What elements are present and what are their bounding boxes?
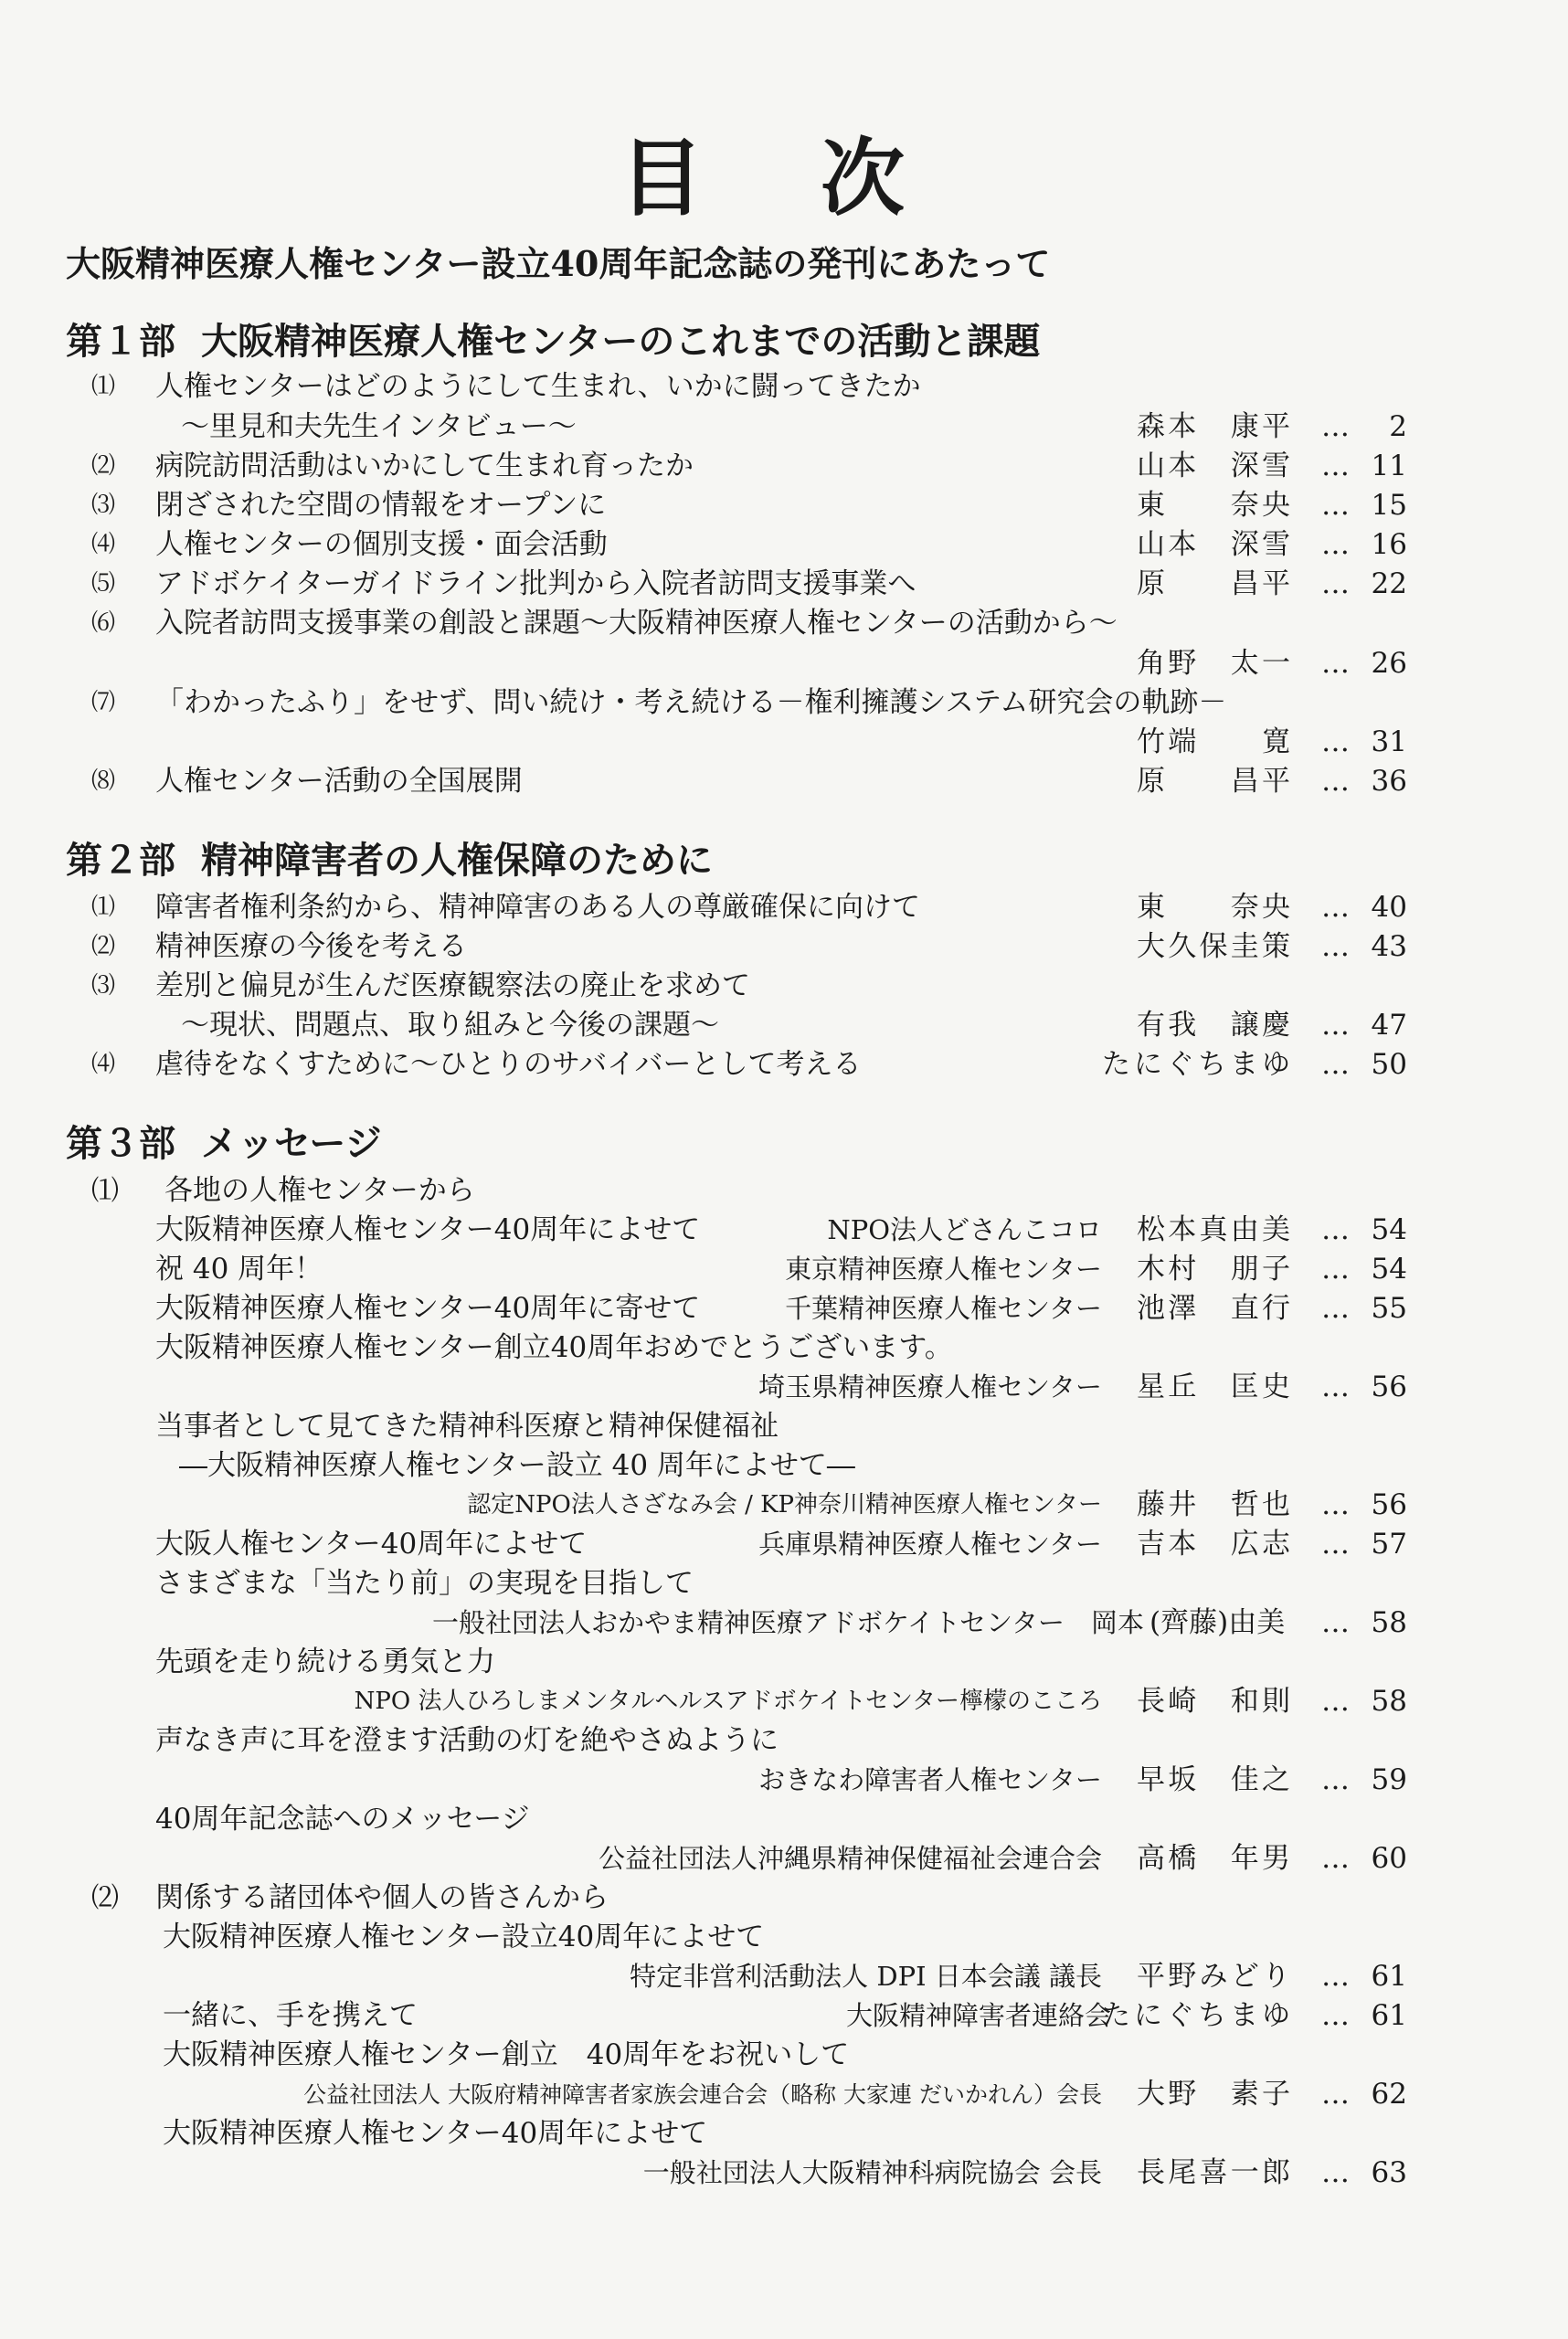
entry-author: たにぐちまゆ: [1102, 1048, 1290, 1081]
entry-title: 大阪人権センター40周年によせて: [155, 1528, 588, 1561]
toc-entry[interactable]: [0, 1682, 1568, 1721]
entry-page: 40: [1371, 891, 1407, 924]
entry-organization: 東京精神医療人権センター: [785, 1254, 1102, 1285]
toc-entry[interactable]: [0, 723, 1568, 762]
entry-subtitle: ～現状、問題点、取り組みと今後の課題～: [181, 1009, 719, 1042]
section-heading: [0, 1879, 1568, 1918]
entry-title: 祝 40 周年！: [155, 1253, 323, 1286]
entry-index: ⑻: [91, 767, 116, 795]
entry-author: 大野 素子: [1137, 2078, 1290, 2111]
entry-page: 54: [1371, 1213, 1407, 1246]
toc-entry[interactable]: [0, 565, 1568, 604]
part1-heading: [66, 316, 1040, 367]
entry-title: 精神医療の今後を考える: [155, 930, 467, 963]
entry-organization: NPO 法人ひろしまメンタルヘルスアドボケイトセンター檸檬のこころ: [354, 1688, 1102, 1715]
entry-page: 31: [1371, 725, 1407, 758]
toc-entry[interactable]: [0, 1918, 1568, 1957]
leader-dots: …: [1321, 647, 1350, 680]
entry-organization: 埼玉県精神医療人権センター: [758, 1371, 1102, 1402]
leader-dots: …: [1321, 528, 1350, 561]
entry-title: 差別と偏見が生んだ医療観察法の廃止を求めて: [155, 969, 750, 1002]
entry-page: 47: [1371, 1009, 1407, 1042]
entry-page: 62: [1371, 2078, 1407, 2111]
entry-page: 43: [1371, 930, 1407, 963]
toc-entry[interactable]: [0, 1839, 1568, 1879]
toc-entry[interactable]: [0, 1211, 1568, 1250]
entry-index: ⑵: [91, 452, 116, 480]
toc-entry[interactable]: [0, 2154, 1568, 2193]
entry-title: 大阪精神医療人権センター設立40周年によせて: [163, 1921, 765, 1953]
entry-title: 40周年記念誌へのメッセージ: [155, 1803, 530, 1836]
entry-author: 早坂 佳之: [1137, 1763, 1290, 1796]
entry-page: 56: [1371, 1488, 1407, 1521]
leader-dots: …: [1321, 1999, 1350, 2032]
leader-dots: …: [1321, 1488, 1350, 1521]
entry-page: 58: [1371, 1685, 1407, 1718]
entry-organization: 大阪精神障害者連絡会: [845, 2000, 1111, 2031]
entry-page: 61: [1371, 1999, 1407, 2032]
section-heading: [0, 1171, 1568, 1211]
leader-dots: …: [1321, 765, 1350, 798]
toc-entry[interactable]: [0, 644, 1568, 683]
entry-author: 長尾喜一郎: [1137, 2156, 1290, 2189]
toc-entry[interactable]: [0, 1721, 1568, 1761]
entry-author: 竹端 寛: [1137, 725, 1290, 758]
toc-entry[interactable]: [0, 486, 1568, 525]
entry-page: 50: [1371, 1048, 1407, 1081]
leader-dots: …: [1321, 891, 1350, 924]
part3-number: 第３部: [66, 1122, 175, 1165]
toc-entry[interactable]: [0, 1761, 1568, 1800]
entry-page: 60: [1371, 1842, 1407, 1875]
entry-author: 東 奈央: [1137, 489, 1290, 522]
entry-title: 人権センターの個別支援・面会活動: [155, 528, 608, 561]
entry-author: 藤井 哲也: [1137, 1488, 1290, 1521]
entry-title: 虐待をなくすために～ひとりのサバイバーとして考える: [155, 1048, 862, 1081]
entry-title: 障害者権利条約から、精神障害のある人の尊厳確保に向けて: [155, 891, 920, 924]
entry-author: 山本 深雪: [1137, 450, 1290, 482]
leader-dots: …: [1321, 1606, 1350, 1639]
entry-author: 池澤 直行: [1137, 1292, 1290, 1325]
entry-title: 当事者として見てきた精神科医療と精神保健福祉: [155, 1410, 779, 1443]
entry-title: 人権センター活動の全国展開: [155, 765, 523, 798]
section-index: ⑴: [91, 1175, 119, 1207]
toc-entry[interactable]: [0, 447, 1568, 486]
entry-page: 55: [1371, 1292, 1407, 1325]
toc-entry[interactable]: [0, 967, 1568, 1006]
leader-dots: …: [1321, 450, 1350, 482]
entry-index: ⑷: [91, 531, 116, 558]
entry-title: 病院訪問活動はいかにして生まれ育ったか: [155, 450, 694, 482]
toc-entry[interactable]: [0, 407, 1568, 447]
toc-entry[interactable]: [0, 1564, 1568, 1603]
toc-entry[interactable]: [0, 762, 1568, 801]
entry-page: 58: [1371, 1606, 1407, 1639]
leader-dots: …: [1321, 1842, 1350, 1875]
toc-entry[interactable]: [0, 1525, 1568, 1564]
entry-author: 松本真由美: [1137, 1213, 1290, 1246]
toc-entry[interactable]: [0, 888, 1568, 927]
section-index: ⑵: [91, 1882, 119, 1914]
leader-dots: …: [1321, 725, 1350, 758]
toc-entry[interactable]: [0, 1407, 1568, 1446]
entry-organization: 公益社団法人沖縄県精神保健福祉会連合会: [598, 1843, 1102, 1874]
entry-organization: 一般社団法人大阪精神科病院協会 会長: [642, 2157, 1102, 2188]
entry-index: ⑷: [91, 1051, 116, 1078]
entry-author: 大久保圭策: [1137, 930, 1290, 963]
preface-entry[interactable]: 大阪精神医療人権センター設立40周年記念誌の発刊にあたって: [66, 243, 1051, 284]
entry-page: 57: [1371, 1528, 1407, 1561]
entry-page: 26: [1371, 647, 1407, 680]
leader-dots: …: [1321, 1685, 1350, 1718]
leader-dots: …: [1321, 1763, 1350, 1796]
entry-author: 木村 朋子: [1137, 1253, 1290, 1286]
entry-page: 22: [1371, 567, 1407, 600]
entry-page: 11: [1371, 450, 1407, 482]
entry-title: 大阪精神医療人権センター創立40周年おめでとうございます。: [155, 1331, 953, 1364]
entry-organization: 特定非営利活動法人 DPI 日本会議 議長: [630, 1961, 1102, 1992]
toc-entry[interactable]: [0, 1800, 1568, 1839]
leader-dots: …: [1321, 1213, 1350, 1246]
entry-author: 山本 深雪: [1137, 528, 1290, 561]
entry-index: ⑹: [91, 609, 116, 637]
entry-index: ⑴: [91, 373, 116, 400]
toc-entry[interactable]: [0, 1643, 1568, 1682]
leader-dots: …: [1321, 1253, 1350, 1286]
leader-dots: …: [1321, 567, 1350, 600]
entry-title: 先頭を走り続ける勇気と力: [155, 1646, 495, 1678]
entry-page: 36: [1371, 765, 1407, 798]
entry-title: 「わかったふり」をせず、問い続け・考え続ける－権利擁護システム研究会の軌跡－: [155, 686, 1227, 719]
leader-dots: …: [1321, 1960, 1350, 1993]
part1-title: 大阪精神医療人権センターのこれまでの活動と課題: [201, 320, 1041, 363]
entry-index: ⑸: [91, 570, 116, 598]
toc-entry[interactable]: [0, 1957, 1568, 1996]
entry-page: 54: [1371, 1253, 1407, 1286]
entry-title: さまざまな「当たり前」の実現を目指して: [155, 1567, 694, 1600]
leader-dots: …: [1321, 930, 1350, 963]
entry-title: 大阪精神医療人権センター40周年によせて: [163, 2117, 708, 2150]
section-title: 関係する諸団体や個人の皆さんから: [155, 1881, 609, 1914]
entry-organization: おきなわ障害者人権センター: [758, 1764, 1102, 1795]
entry-organization: 千葉精神医療人権センター: [785, 1293, 1102, 1324]
entry-organization: 認定NPO法人さざなみ会 / KP神奈川精神医療人権センター: [467, 1491, 1102, 1519]
entry-author: 吉本 広志: [1137, 1528, 1290, 1561]
toc-entry[interactable]: [0, 1006, 1568, 1045]
entry-author: 森本 康平: [1137, 410, 1290, 443]
toc-entry[interactable]: [0, 1289, 1568, 1328]
entry-index: ⑶: [91, 492, 116, 519]
entry-title: アドボケイターガイドライン批判から入院者訪問支援事業へ: [155, 567, 916, 600]
toc-entry[interactable]: [0, 1250, 1568, 1289]
entry-page: 59: [1371, 1763, 1407, 1796]
toc-entry[interactable]: [0, 2114, 1568, 2154]
toc-entry[interactable]: [0, 367, 1568, 407]
part1-number: 第１部: [66, 320, 175, 363]
entry-organization: NPO法人どさんこコロ: [827, 1214, 1102, 1245]
entry-author: 高橋 年男: [1137, 1842, 1290, 1875]
entry-title: 大阪精神医療人権センター創立 40周年をお祝いして: [163, 2038, 850, 2071]
toc-entry[interactable]: [0, 1368, 1568, 1407]
entry-title: 一緒に、手を携えて: [163, 1999, 418, 2032]
toc-entry[interactable]: [0, 1328, 1568, 1368]
entry-page: 16: [1371, 528, 1407, 561]
toc-entry[interactable]: [0, 2075, 1568, 2114]
leader-dots: …: [1321, 1048, 1350, 1081]
entry-organization: 公益社団法人 大阪府精神障害者家族会連合会（略称 大家連 だいかれん）会長: [303, 2081, 1102, 2108]
entry-title: 閉ざされた空間の情報をオープンに: [155, 489, 607, 522]
entry-subtitle: ―大阪精神医療人権センター設立 40 周年によせて―: [179, 1449, 855, 1482]
entry-organization: 一般社団法人おかやま精神医療アドボケイトセンター 岡本: [432, 1607, 1144, 1638]
entry-author: 原 昌平: [1137, 765, 1290, 798]
entry-organization: 兵庫県精神医療人権センター: [758, 1529, 1102, 1560]
toc-entry[interactable]: [0, 2036, 1568, 2075]
entry-author: 平野みどり: [1137, 1960, 1290, 1993]
entry-page: 56: [1371, 1371, 1407, 1403]
part2-heading: [66, 835, 713, 886]
entry-page: 61: [1371, 1960, 1407, 1993]
leader-dots: …: [1321, 2078, 1350, 2111]
entry-author: 有我 譲慶: [1137, 1009, 1290, 1042]
entry-title: 人権センターはどのようにして生まれ、いかに闘ってきたか: [155, 370, 921, 403]
entry-title: 入院者訪問支援事業の創設と課題～大阪精神医療人権センターの活動から～: [155, 607, 1118, 640]
entry-author: 星丘 匡史: [1137, 1371, 1290, 1403]
toc-entry[interactable]: [0, 1446, 1568, 1486]
toc-entry[interactable]: [0, 604, 1568, 643]
entry-title: 大阪精神医療人権センター40周年によせて: [155, 1213, 701, 1246]
entry-subtitle: ～里見和夫先生インタビュー～: [181, 410, 577, 443]
entry-author: (齊藤)由美: [1150, 1606, 1286, 1639]
entry-index: ⑶: [91, 972, 116, 1000]
entry-index: ⑵: [91, 933, 116, 960]
part2-number: 第２部: [66, 839, 175, 882]
leader-dots: …: [1321, 410, 1350, 443]
entry-page: 15: [1371, 489, 1407, 522]
leader-dots: …: [1321, 1371, 1350, 1403]
toc-entry[interactable]: [0, 1486, 1568, 1525]
part3-heading: [66, 1118, 382, 1170]
toc-entry[interactable]: [0, 525, 1568, 565]
leader-dots: …: [1321, 1009, 1350, 1042]
leader-dots: …: [1321, 1528, 1350, 1561]
toc-entry[interactable]: [0, 927, 1568, 967]
entry-title: 大阪精神医療人権センター40周年に寄せて: [155, 1292, 701, 1325]
entry-index: ⑺: [91, 689, 116, 716]
toc-entry[interactable]: [0, 1996, 1568, 2036]
leader-dots: …: [1321, 2156, 1350, 2189]
part3-title: メッセージ: [201, 1122, 382, 1165]
entry-author: 東 奈央: [1137, 891, 1290, 924]
entry-page: 63: [1371, 2156, 1407, 2189]
toc-entry[interactable]: [0, 1045, 1568, 1085]
entry-index: ⑴: [91, 894, 116, 921]
part2-title: 精神障害者の人権保障のために: [201, 839, 713, 882]
entry-author: 長崎 和則: [1137, 1685, 1290, 1718]
page-title: 目 次: [619, 129, 949, 228]
section-title: 各地の人権センターから: [164, 1174, 475, 1207]
leader-dots: …: [1321, 489, 1350, 522]
leader-dots: …: [1321, 1292, 1350, 1325]
entry-page: 2: [1389, 410, 1407, 443]
entry-author: たにぐちまゆ: [1102, 1999, 1290, 2032]
entry-title: 声なき声に耳を澄ます活動の灯を絶やさぬように: [155, 1724, 779, 1757]
toc-entry[interactable]: [0, 683, 1568, 723]
entry-author: 原 昌平: [1137, 567, 1290, 600]
toc-entry[interactable]: [0, 1603, 1568, 1643]
entry-author: 角野 太一: [1137, 647, 1290, 680]
